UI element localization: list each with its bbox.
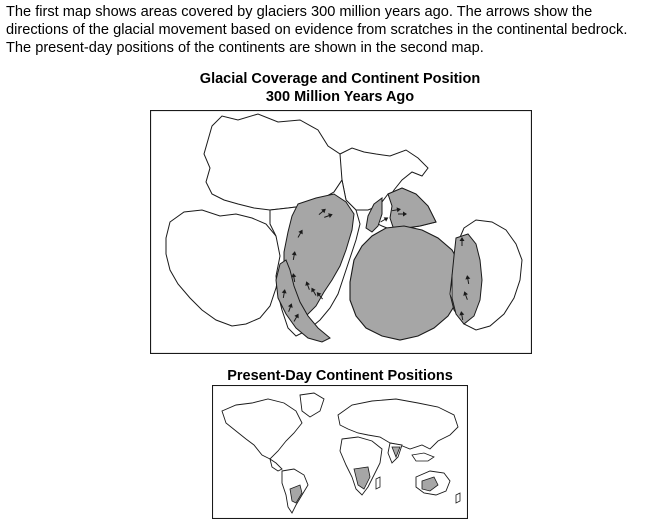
madagascar xyxy=(376,477,380,489)
map1-title-line1: Glacial Coverage and Continent Position xyxy=(199,71,481,87)
present-day-map xyxy=(212,385,468,519)
new-zealand xyxy=(456,493,460,503)
map1-title xyxy=(140,70,540,106)
map1-title-line2: 300 Million Years Ago xyxy=(265,89,415,105)
intro-paragraph: The first map shows areas covered by glaciers 300 million years ago. The arrows show the directions of the glacial movement based on evidence from scratches in the continental bedrock. The present-day positions of the continents are shown in the second map. xyxy=(6,4,628,56)
glacial-coverage-map xyxy=(150,110,532,354)
map2-title: Present-Day Continent Positions xyxy=(227,368,453,384)
